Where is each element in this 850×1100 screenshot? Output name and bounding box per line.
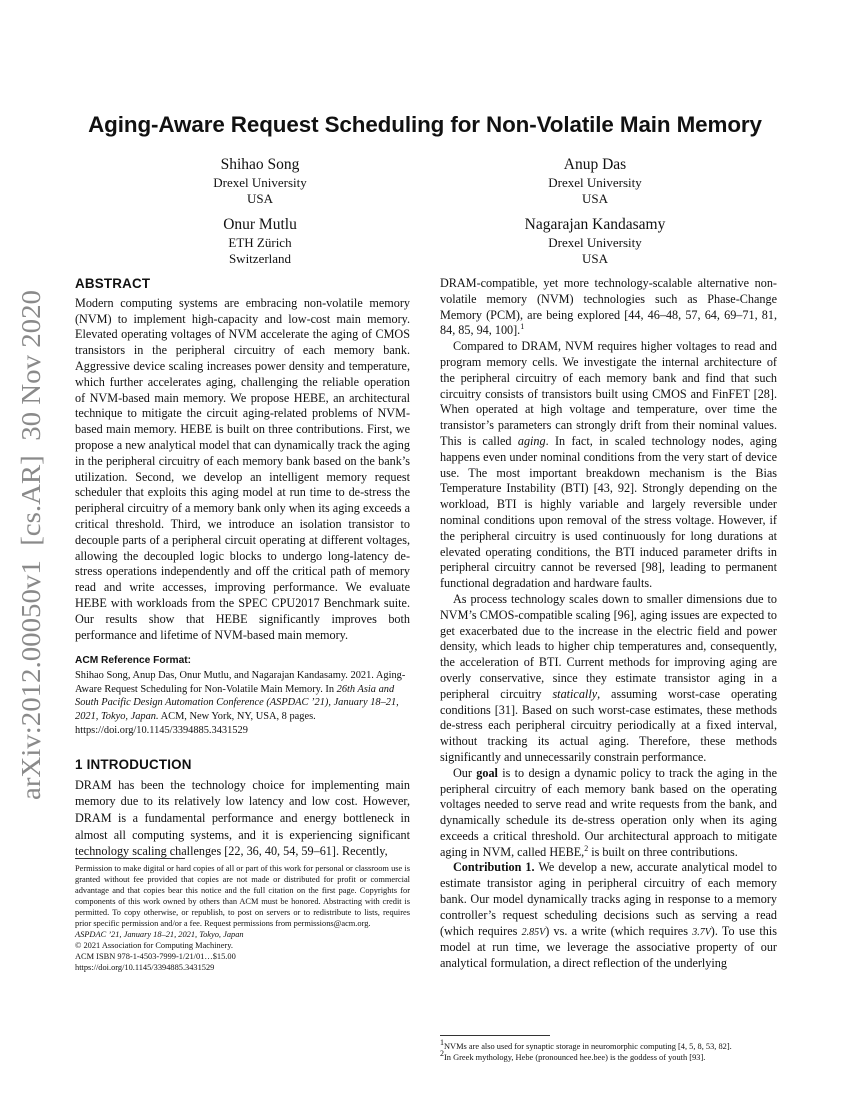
author-name: Onur Mutlu xyxy=(223,216,297,233)
intro-p4-text: is built on three contributions. xyxy=(588,844,738,859)
author-block xyxy=(510,155,680,207)
intro-p5-text: We develop a new, accurate analytical model to estimate transistor aging in peripheral circuitry of each memory bank. Our model dynamically tracks aging in response to a memory controller’s request scheduling decisions such as serving a read (which requires xyxy=(440,860,777,938)
footnotes xyxy=(440,1035,780,1063)
author-block xyxy=(500,215,690,267)
author-country: USA xyxy=(246,191,273,206)
intro-p2-text: Compared to DRAM, NVM requires higher voltages to read and program memory cells. We investigate the internal architecture of the peripheral circuitry of each memory bank and find that such circuitry consists of transistors built using CMOS and FinFET [28]. When operated at high voltage and temperature, over time the transistor’s parameters can strongly drift from their nominal values. This is called xyxy=(440,339,777,448)
reference-tail: ACM, New York, NY, USA, 8 pages. https://doi.org/10.1145/3394885.3431529 xyxy=(75,710,316,736)
intro-p1-text: DRAM-compatible, yet more technology-scalable alternative non-volatile memory (NVM) technologies such as Phase-Change Memory (PCM), are being explored [44, 46–48, 57, 64, 69–71, 81, 84, 85, 94, 100]. xyxy=(440,276,777,338)
footnote-mark: 2 xyxy=(440,1049,444,1059)
copyright-line: © 2021 Association for Computing Machinery. xyxy=(75,941,233,950)
bold-goal: goal xyxy=(476,765,498,780)
author-affiliation: ETH Zürich xyxy=(228,235,292,250)
intro-paragraph-4 xyxy=(440,766,777,861)
reference-format-text xyxy=(75,669,410,737)
intro-paragraph-5 xyxy=(440,860,777,972)
footnote-text: NVMs are also used for synaptic storage in neuromorphic computing [4, 5, 8, 53, 82]. xyxy=(444,1042,732,1051)
intro-paragraph-3 xyxy=(440,592,777,766)
intro-p4-text: Our xyxy=(453,765,477,780)
intro-paragraph-2 xyxy=(440,339,777,592)
author-country: USA xyxy=(581,251,608,266)
paper-title: Aging-Aware Request Scheduling for Non-Volatile Main Memory xyxy=(88,112,762,137)
arxiv-stamp xyxy=(2,288,50,803)
abstract-heading: ABSTRACT xyxy=(75,276,151,291)
emphasis-statically: statically xyxy=(552,686,598,701)
permission-notice xyxy=(75,858,410,973)
author-name: Anup Das xyxy=(563,156,627,173)
read-voltage: 2.85V xyxy=(521,926,546,938)
footnote-2 xyxy=(440,1049,780,1063)
footnote-1 xyxy=(440,1038,780,1052)
reference-plain: Shihao Song, Anup Das, Onur Mutlu, and Nagarajan Kandasamy. 2021. Aging-Aware Request Scheduling for Non-Volatile Main Memory. In xyxy=(75,670,406,695)
footnote-mark: 1 xyxy=(520,322,525,332)
arxiv-stamp-text: arXiv:2012.00050v1 [cs.AR] 30 Nov 2020 xyxy=(16,323,46,800)
author-name: Nagarajan Kandasamy xyxy=(524,216,666,233)
author-affiliation: Drexel University xyxy=(548,175,642,190)
introduction-heading: 1 INTRODUCTION xyxy=(75,757,192,773)
doi-line: https://doi.org/10.1145/3394885.3431529 xyxy=(75,963,215,972)
author-country: Switzerland xyxy=(228,251,292,266)
contribution-label: Contribution 1. xyxy=(453,860,535,875)
footnote-rule xyxy=(75,858,185,859)
footnote-mark: 2 xyxy=(584,843,589,853)
isbn-line: ACM ISBN 978-1-4503-7999-1/21/01…$15.00 xyxy=(75,952,236,961)
author-affiliation: Drexel University xyxy=(548,235,642,250)
author-block xyxy=(180,215,340,267)
intro-paragraph-1-continued xyxy=(440,276,777,339)
intro-p2-text: . In fact, in scaled technology nodes, aging happens even under nominal conditions from the very start of device use. The most important breakdown mechanism is the Bias Temperature Instability (BTI) [43, 92]. Strongly depending on the workload, BTI is highly variable and largely reversible under nominal conditions upon removal of the stress voltage. However, if the peripheral circuitry is used continuously for long durations at elevated operating conditions, the BTI induced parameter drifts in peripheral circuitry cannot be reversed [98], leading to permanent functional degradation and hardware faults. xyxy=(440,433,778,591)
left-column xyxy=(75,276,410,860)
emphasis-aging: aging xyxy=(517,433,546,448)
intro-p5-text: ). To use this model at run time, we leverage the associative property of our analytical formulation, a direct reflection of the underlying xyxy=(440,923,777,971)
conference-venue: ASPDAC ’21, January 18–21, 2021, Tokyo, Japan xyxy=(75,930,244,939)
author-block xyxy=(180,155,340,207)
reference-venue: 26th Asia and South Pacific Design Automation Conference (ASPDAC ’21), January 18–21, 2021, Tokyo, Japan. xyxy=(75,683,399,722)
author-name: Shihao Song xyxy=(220,156,300,173)
permission-text: Permission to make digital or hard copies of all or part of this work for personal or classroom use is granted without fee provided that copies are not made or distributed for profit or commercial advantage and that copies bear this notice and the full citation on the first page. Copyrights for components of this work owned by others than ACM must be honored. Abstracting with credit is permitted. To copy otherwise, or republish, to post on servers or to redistribute to lists, requires prior specific permission and/or a fee. Request permissions from permissions@acm.org. xyxy=(75,864,410,928)
footnote-rule xyxy=(440,1035,550,1036)
intro-p5-text: ) vs. a write (which requires xyxy=(545,923,693,938)
intro-p3-text: , assuming worst-case operating conditions [31]. Based on such worst-case estimates, these methods de-stress each peripheral circuitry periodically at a fixed interval, without tracking its actual aging. Therefore, these methods significantly and unnecessarily constrain performance. xyxy=(440,686,777,764)
write-voltage: 3.7V xyxy=(692,926,711,938)
intro-p3-text: As process technology scales down to smaller dimensions due to NVM’s CMOS-compatible scaling [96], aging issues are expected to get exacerbated due to the increase in the electric field and power density, which leads to higher chip temperatures and, consequently, the acceleration of BTI. Current methods for improving aging are overly conservative, since they estimate transistor aging in a peripheral circuitry xyxy=(440,591,777,701)
footnote-text: In Greek mythology, Hebe (pronounced hee.bee) is the goddess of youth [93]. xyxy=(444,1053,706,1063)
intro-p4-text: is to design a dynamic policy to track the aging in the peripheral circuitry of each memory bank based on the operating voltages needed to serve read and write requests from the bank, and dynamically schedule its de-stress operation only when its aging exceeds a critical threshold. Our architectural approach to mitigate aging in NVM, called HEBE, xyxy=(440,765,777,859)
right-column xyxy=(440,276,777,972)
abstract-text: Modern computing systems are embracing non-volatile memory (NVM) to implement high-capacity and low-cost main memory. Elevated operating voltages of NVM accelerate the aging of CMOS transistors in the peripheral circuitry of each memory bank. Aggressive device scaling increases power density and temperature, which further accelerates aging, challenging the reliable operation of NVM-based main memory. We propose HEBE, an architectural technique to mitigate the circuit aging-related problems of NVM-based main memory. HEBE is built on three contributions. First, we propose a new analytical model that can dynamically track the aging in the peripheral circuitry of each memory bank based on the bank’s utilization. Second, we develop an intelligent memory request scheduler that exploits this aging model at run time to de-stress the peripheral circuitry of a memory bank only when its aging exceeds a critical threshold. Third, we introduce an isolation transistor to decouple parts of a peripheral circuit operating at different voltages, allowing the decoupled logic blocks to undergo long-latency de-stress operations independently and off the critical path of memory read and write accesses, improving performance. We evaluate HEBE with workloads from the SPEC CPU2017 Benchmark suite. Our results show that HEBE significantly improves both performance and lifetime of NVM-based main memory. xyxy=(75,295,410,642)
intro-paragraph-1: DRAM has been the technology choice for implementing main memory due to its relatively low latency and low cost. However, DRAM is a fundamental performance and energy bottleneck in almost all computing systems, and it is experiencing significant technology scaling challenges [22, 36, 40, 54, 59–61]. Recently, xyxy=(75,777,410,859)
author-country: USA xyxy=(581,191,608,206)
author-affiliation: Drexel University xyxy=(213,175,307,190)
reference-format-heading: ACM Reference Format: xyxy=(75,655,192,667)
footnote-mark: 1 xyxy=(440,1038,444,1048)
